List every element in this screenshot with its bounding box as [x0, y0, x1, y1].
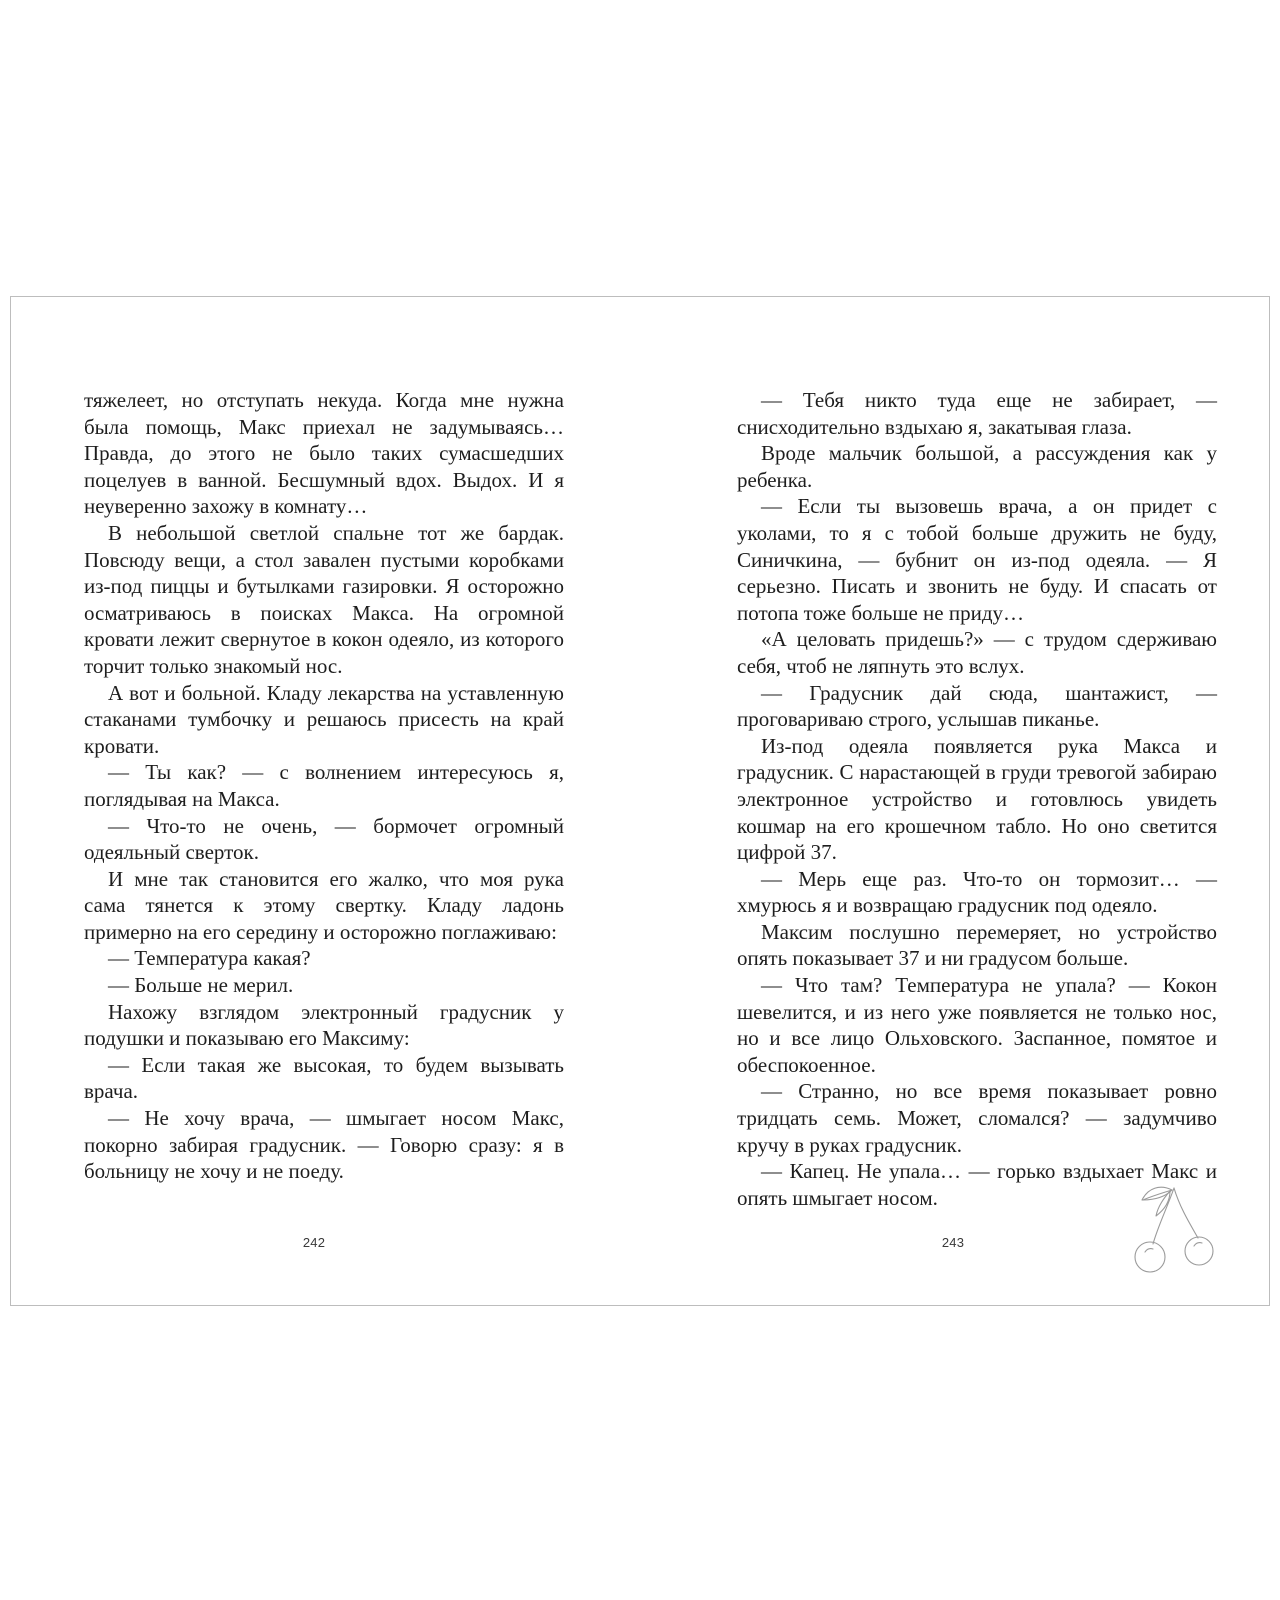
paragraph: — Градусник дай сюда, шантажист, — проговариваю строго, услышав пиканье.: [737, 680, 1217, 732]
right-page: [641, 297, 1271, 1305]
page-number-right: 243: [941, 1235, 965, 1250]
paragraph: — Мерь еще раз. Что-то он тормозит… — хмурюсь я и возвращаю градусник под одеяло.: [737, 866, 1217, 918]
paragraph: — Если такая же высокая, то будем вызывать врача.: [84, 1052, 564, 1104]
paragraph: — Больше не мерил.: [108, 973, 294, 998]
paragraph: И мне так становится его жалко, что моя рука сама тянется к этому свертку. Кладу ладонь примерно на его середину и осторожно поглаживаю:: [84, 866, 564, 944]
paragraph: — Капец. Не упала… — горько вздыхает Макс и опять шмыгает носом.: [737, 1159, 1217, 1210]
paragraph: Вроде мальчик большой, а рассуждения как у ребенка.: [737, 441, 1217, 492]
paragraph: — Что-то не очень, — бормочет огромный одеяльный сверток.: [84, 813, 564, 865]
paragraph: — Тебя никто туда еще не забирает, — снисходительно вздыхаю я, закатывая глаза.: [737, 388, 1217, 439]
paragraph: — Что там? Температура не упала? — Кокон шевелится, и из него уже появляется не только нос, но и все лицо Ольховского. Заспанное, помятое и обеспокоенное.: [737, 973, 1217, 1077]
paragraph: Нахожу взглядом электронный градусник у подушки и показываю его Максиму:: [84, 999, 564, 1051]
paragraph: А вот и больной. Кладу лекарства на уставленную стаканами тумбочку и решаюсь присесть на край кровати.: [84, 680, 564, 758]
paragraph: — Странно, но все время показывает ровно тридцать семь. Может, сломался? — задумчиво кручу в руках градусник.: [737, 1079, 1217, 1157]
paragraph: — Температура какая?: [108, 946, 311, 971]
cherry-icon: [1112, 1180, 1232, 1280]
page-number-left: 242: [302, 1235, 326, 1250]
paragraph: — Ты как? — с волнением интересуюсь я, поглядывая на Макса.: [84, 760, 564, 811]
right-page-text: [737, 387, 1217, 1211]
paragraph: «А целовать придешь?» — с трудом сдерживаю себя, чтоб не ляпнуть это вслух.: [737, 627, 1217, 678]
paragraph: тяжелеет, но отступать некуда. Когда мне нужна была помощь, Макс приехал не задумываясь… Правда, до этого не было таких сумасшедших поцелуев в ванной. Бесшумный вдох. Выдох. И я неуверенно захожу в комнату…: [84, 388, 564, 519]
paragraph: Максим послушно перемеряет, но устройство опять показывает 37 и ни градусом больше.: [737, 919, 1217, 971]
book-spread: [10, 296, 1270, 1306]
left-page-text: [84, 387, 564, 1185]
paragraph: — Не хочу врача, — шмыгает носом Макс, покорно забирая градусник. — Говорю сразу: я в больницу не хочу и не поеду.: [84, 1106, 564, 1184]
paragraph: — Если ты вызовешь врача, а он придет с уколами, то я с тобой больше дружить не буду, Синичкина, — бубнит он из-под одеяла. — Я серьезно. Писать и звонить не буду. И спасать от потопа тоже больше не приду…: [737, 494, 1217, 625]
paragraph: Из-под одеяла появляется рука Макса и градусник. С нарастающей в груди тревогой забираю электронное устройство и готовлюсь увидеть кошмар на его крошечном табло. Но оно светится цифрой 37.: [737, 733, 1217, 865]
left-page: [11, 297, 641, 1305]
paragraph: В небольшой светлой спальне тот же бардак. Повсюду вещи, а стол завален пустыми коробками из-под пиццы и бутылками газировки. Я осторожно осматриваюсь в поисках Макса. На огромной кровати лежит свернутое в кокон одеяло, из которого торчит только знакомый нос.: [84, 520, 564, 678]
